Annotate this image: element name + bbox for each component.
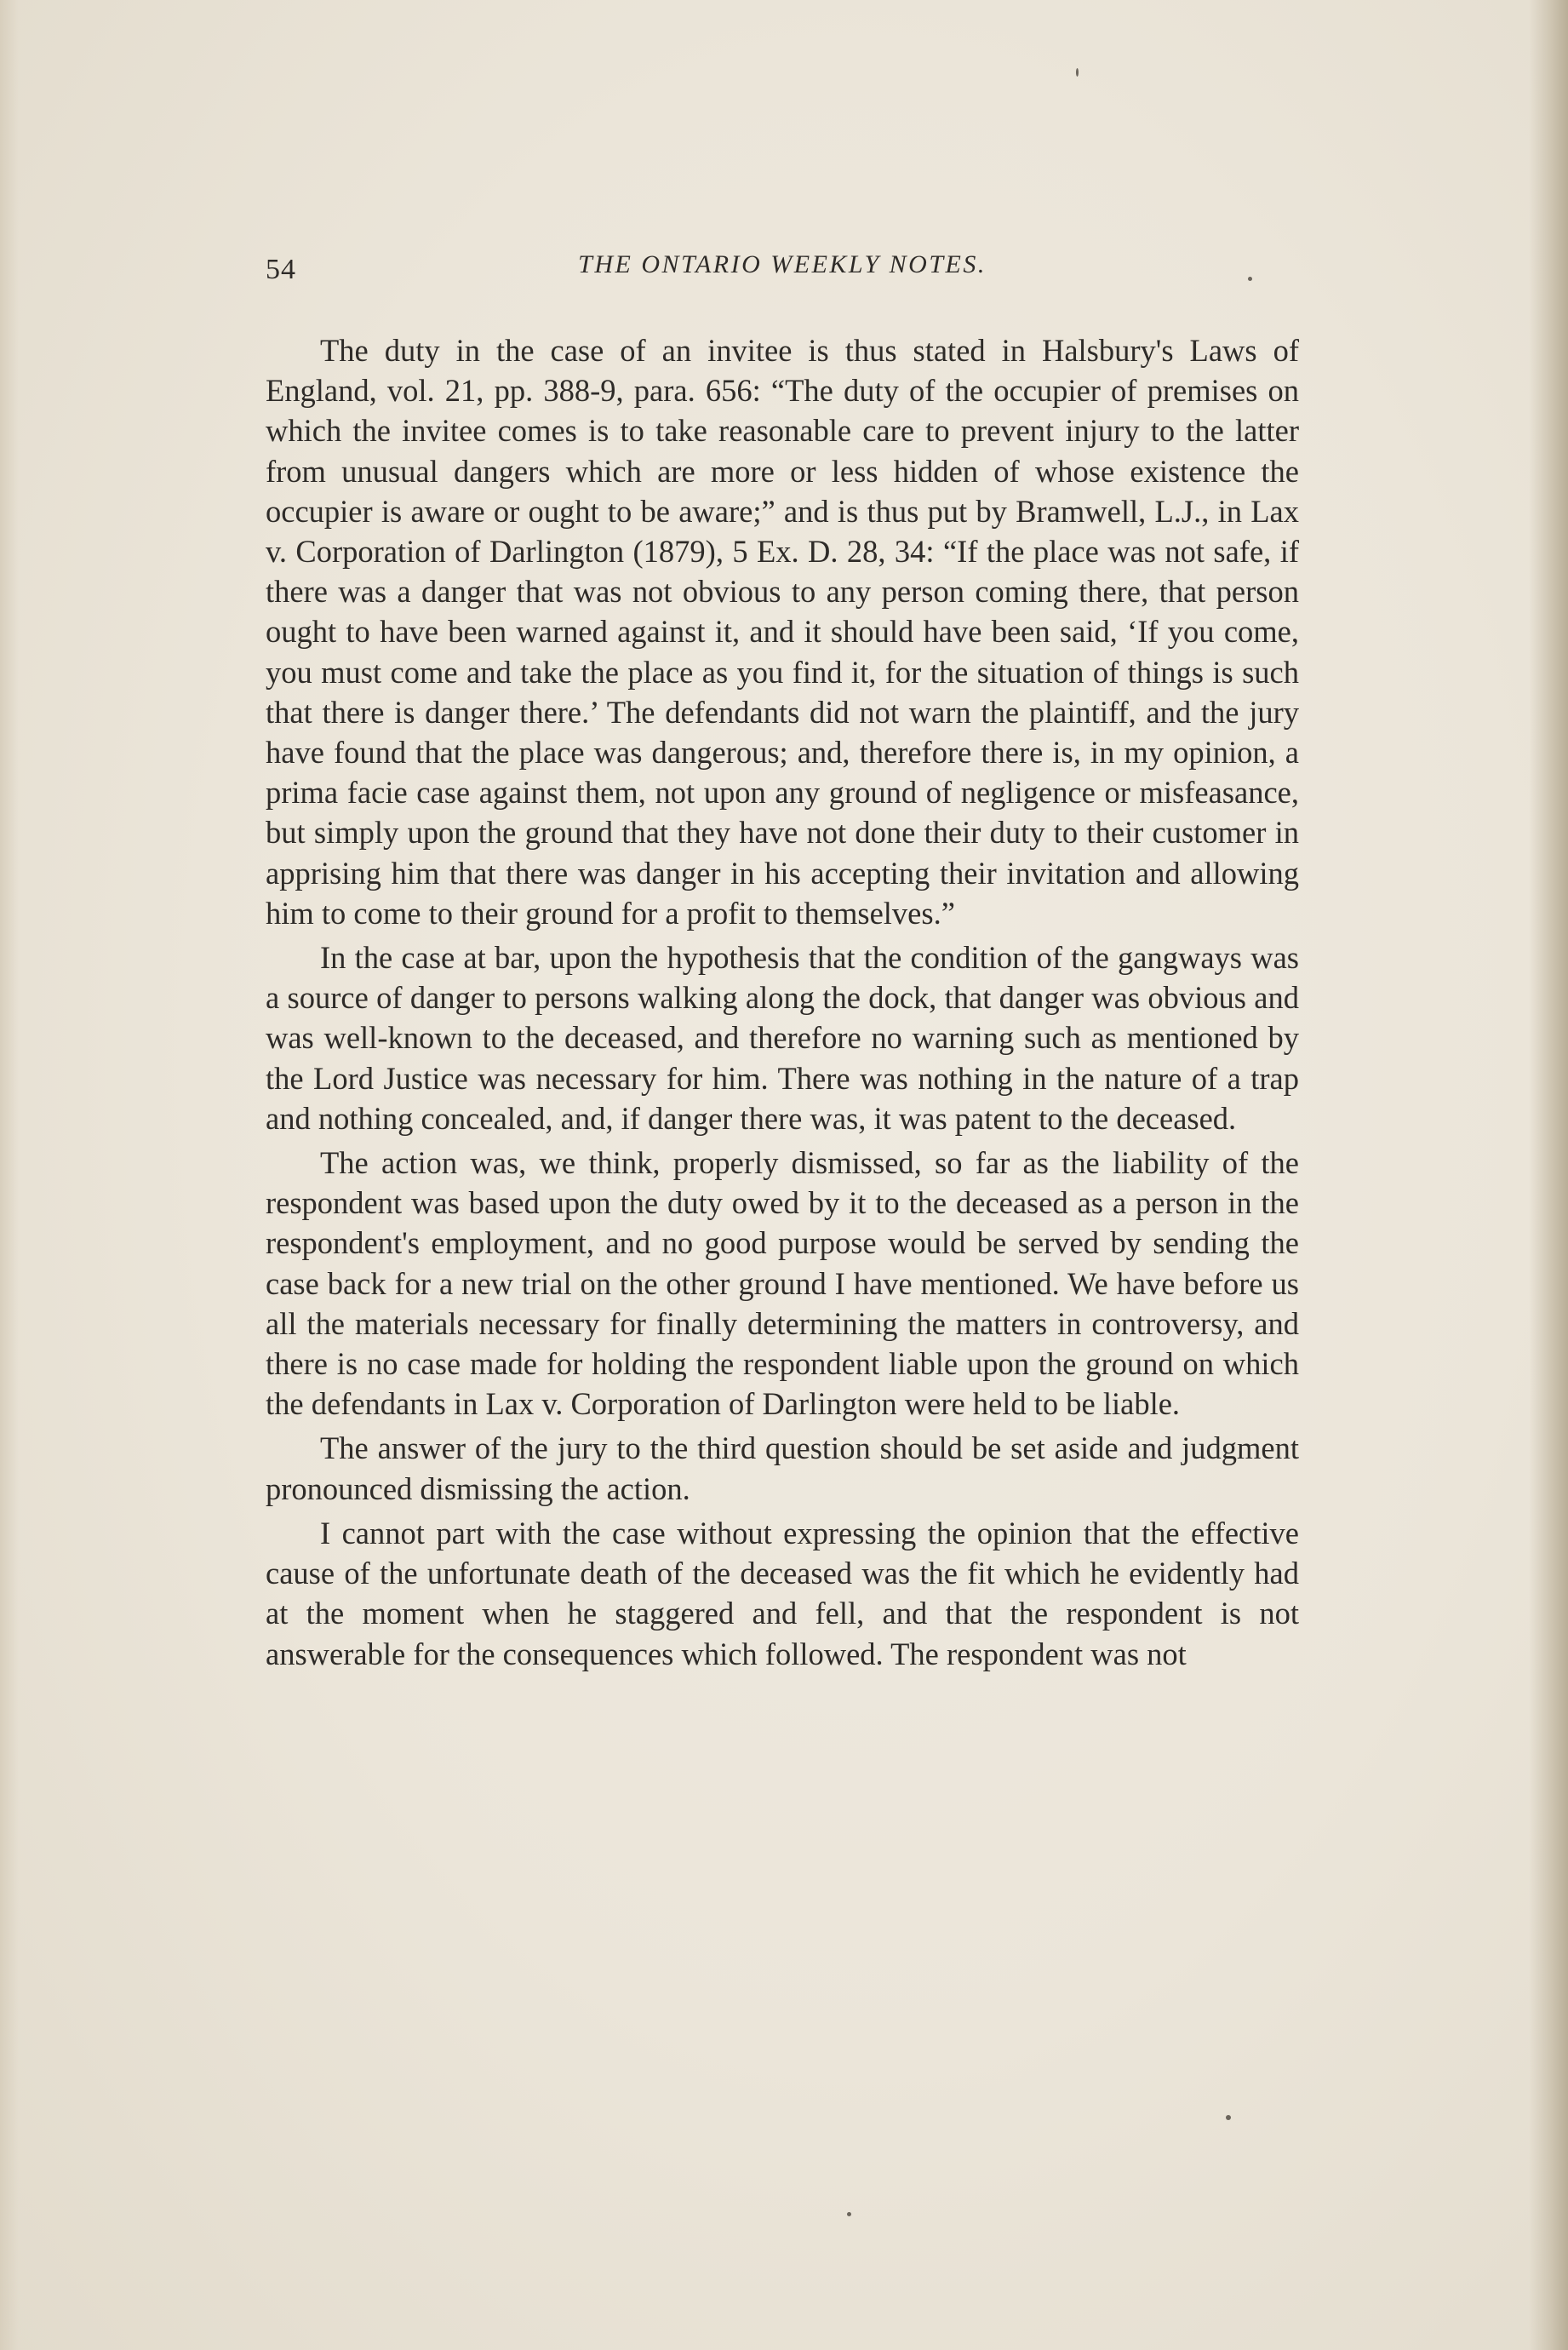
- page-left-edge-shadow: [0, 0, 19, 2350]
- paragraph: The action was, we think, properly dismissed, so far as the liability of the respondent was based upon the duty owed by it to the deceased as a person in the respondent's employment, and no good purpose would be served by sending the case back for a new trial on the other ground I have mentioned. We have before us all the materials necessary for finally determining the matters in controversy, and there is no case made for holding the respondent liable upon the ground on which the defendants in Lax v. Corporation of Darlington were held to be liable.: [266, 1145, 1299, 1422]
- paragraph: In the case at bar, upon the hypothesis that the condition of the gangways was a source of danger to persons walking along the dock, that danger was obvious and was well-known to the deceased, and therefore no warning such as mentioned by the Lord Justice was necessary for him. There was nothing in the nature of a trap and nothing concealed, and, if danger there was, it was patent to the deceased.: [266, 940, 1299, 1136]
- running-title: THE ONTARIO WEEKLY NOTES.: [578, 250, 987, 278]
- page-number: 54: [266, 254, 296, 285]
- paper-speck: [1226, 2115, 1231, 2120]
- page-content: [266, 247, 1299, 1678]
- page-header: [266, 247, 1299, 298]
- paper-speck: [1076, 68, 1079, 77]
- paragraph: The duty in the case of an invitee is thus stated in Halsbury's Laws of England, vol. 21, pp. 388-9, para. 656: “The duty of the occupier of premises on which the invitee comes is to take reasonable care to prevent injury to the latter from unusual dangers which are more or less hidden of whose existence the occupier is aware or ought to be aware;” and is thus put by Bramwell, L.J., in Lax v. Corporation of Darlington (1879), 5 Ex. D. 28, 34: “If the place was not safe, if there was a danger that was not obvious to any person coming there, that person ought to have been warned against it, and it should have been said, ‘If you come, you must come and take the place as you find it, for the situation of things is such that there is danger there.’ The defendants did not warn the plaintiff, and the jury have found that the place was dangerous; and, therefore there is, in my opinion, a prima facie case against them, not upon any ground of negligence or misfeasance, but simply upon the ground that they have not done their duty to their customer in apprising him that there was danger in his accepting their invitation and allowing him to come to their ground for a profit to themselves.”: [266, 333, 1299, 931]
- paper-speck: [847, 2212, 851, 2216]
- page-right-edge-shadow: [1529, 0, 1568, 2350]
- paragraph: I cannot part with the case without expressing the opinion that the effective cause of the unfortunate death of the deceased was the fit which he evidently had at the moment when he staggered and fell, and that the respondent is not answerable for the consequences which followed. The respondent was not: [266, 1515, 1299, 1671]
- paragraph: The answer of the jury to the third question should be set aside and judgment pronounced dismissing the action.: [266, 1430, 1299, 1506]
- body-text: [266, 330, 1299, 1674]
